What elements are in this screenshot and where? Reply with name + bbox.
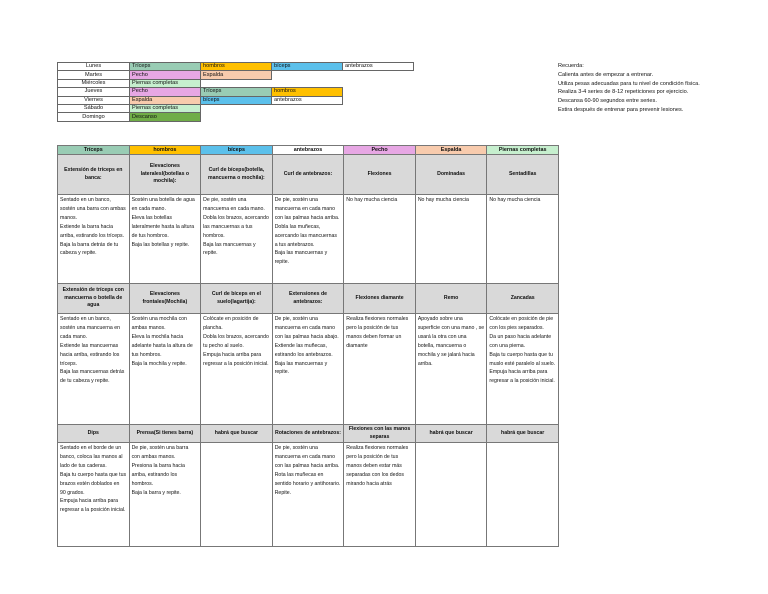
schedule-empty-cell: [272, 71, 343, 79]
schedule-day: Viernes: [58, 96, 130, 104]
exercise-name: Elevaciones frontales(Mochila): [129, 284, 201, 314]
schedule-empty-cell: [272, 113, 343, 121]
exercise-description: [487, 443, 559, 547]
description-line: Repite.: [274, 489, 292, 496]
muscle-group-header: Espalda: [415, 146, 487, 155]
description-line: Baja tu cuerpo hasta que tu muslo esté paralelo al suelo.: [489, 351, 556, 367]
schedule-row: [58, 88, 414, 96]
exercise-description-row: [58, 314, 559, 425]
notes-line: Descansa 60-90 segundos entre series.: [558, 98, 657, 105]
description-line: Extiende las muñecas, estirando los antebrazos.: [274, 342, 333, 358]
exercise-name: Extensión de tríceps con mancuerna o botella de agua: [58, 284, 130, 314]
schedule-row: [58, 71, 414, 79]
schedule-muscle-cell: antebrazos: [343, 63, 414, 71]
schedule-muscle-cell: Piernas completas: [130, 79, 201, 87]
muscle-group-header: antebrazos: [272, 146, 344, 155]
description-line: Rota las muñecas en sentido horario y antihorario.: [274, 471, 341, 487]
exercise-name: Extensiones de antebrazos:: [272, 284, 344, 314]
exercise-name: habrá que buscar: [487, 425, 559, 443]
schedule-empty-cell: [272, 79, 343, 87]
schedule-row: [58, 113, 414, 121]
schedule-muscle-cell: Espalda: [201, 71, 272, 79]
exercise-description: [487, 314, 559, 425]
exercise-description: [201, 195, 273, 284]
exercise-name: Rotaciones de antebrazos:: [272, 425, 344, 443]
description-line: De pie, sostén una mancuerna en cada mano con las palmas hacia arriba.: [274, 445, 340, 469]
description-line: Sentado en el borde de un banco, coloca las manos al lado de tus caderas.: [60, 445, 123, 469]
description-line: De pie, sostén una mancuerna en cada mano.: [203, 197, 265, 212]
notes-line: Estira después de entrenar para prevenir lesiones.: [558, 106, 684, 113]
description-line: Baja las mancuernas y repite.: [203, 241, 256, 257]
exercise-description: [344, 314, 416, 425]
exercise-description: [58, 314, 130, 425]
description-line: Sostén una botella de agua en cada mano.: [131, 197, 195, 212]
schedule-empty-cell: [343, 96, 414, 104]
schedule-muscle-cell: hombros: [272, 88, 343, 96]
exercise-description-row: [58, 443, 559, 547]
description-line: Empuja hacia arriba para regresar a la posición inicial.: [489, 369, 555, 385]
description-line: Baja la mochila y repite.: [131, 360, 187, 367]
schedule-empty-cell: [201, 113, 272, 121]
description-line: Baja la barra detrás de tu cabeza y repite.: [60, 241, 119, 257]
muscle-group-header: Tríceps: [58, 146, 130, 155]
description-line: Apoyado sobre una superficie con una mano , se usará la otra con una botella, mancuerna o mochila y se jalará hacia arriba.: [417, 316, 485, 367]
description-line: Empuja hacia arriba para regresar a la posición inicial.: [60, 498, 126, 514]
notes-line: Utiliza pesas adecuadas para tu nivel de condición física.: [558, 80, 700, 87]
exercise-name: Zancadas: [487, 284, 559, 314]
exercises-table: [57, 145, 559, 547]
exercise-name: Flexiones con las manos separas: [344, 425, 416, 443]
schedule-day: Miércoles: [58, 79, 130, 87]
schedule-muscle-cell: Espalda: [130, 96, 201, 104]
weekly-schedule-table: [57, 62, 414, 122]
exercise-description: [344, 195, 416, 284]
exercise-description: [415, 314, 487, 425]
schedule-empty-cell: [343, 88, 414, 96]
description-line: No hay mucha ciencia: [346, 197, 398, 203]
exercise-name: Elevaciones lateralesl(botellas o mochila):: [129, 155, 201, 195]
description-line: Da un paso hacia adelante con una pierna.: [489, 333, 552, 349]
muscle-group-header: hombros: [129, 146, 201, 155]
description-line: Baja las mancuernas detrás de tu cabeza y repite.: [60, 369, 125, 385]
description-line: Baja las mancuernas y repite.: [274, 360, 328, 376]
schedule-muscle-cell: bíceps: [201, 96, 272, 104]
schedule-row: [58, 96, 414, 104]
exercise-description-row: [58, 195, 559, 284]
description-line: No hay mucha ciencia: [417, 197, 469, 203]
description-line: Sentado en un banco, sostén una mancuerna en cada mano.: [60, 316, 120, 340]
exercise-name-row: [58, 155, 559, 195]
description-line: No hay mucha ciencia: [489, 197, 541, 203]
exercise-description: [201, 314, 273, 425]
description-line: De pie, sostén una mancuerna en cada mano con las palmas hacia arriba.: [274, 197, 340, 221]
notes-line: Realiza 3-4 series de 8-12 repeticiones por ejercicio.: [558, 89, 689, 96]
exercise-name: Flexiones: [344, 155, 416, 195]
schedule-empty-cell: [201, 79, 272, 87]
schedule-day: Lunes: [58, 63, 130, 71]
schedule-empty-cell: [343, 104, 414, 112]
exercise-description: [129, 195, 201, 284]
description-line: Baja las botellas y repite.: [131, 241, 190, 248]
description-line: De pie, sostén una mancuerna en cada mano con las palmas hacia abajo.: [274, 316, 339, 340]
exercise-header-row: [58, 146, 559, 155]
schedule-empty-cell: [343, 71, 414, 79]
description-line: Extiende la barra hacia arriba, estirando los tríceps.: [60, 223, 125, 239]
exercise-description: [344, 443, 416, 547]
exercise-name: Sentadillas: [487, 155, 559, 195]
description-line: Dobla los brazos, acercando tu pecho al suelo.: [203, 333, 269, 349]
schedule-empty-cell: [343, 79, 414, 87]
exercise-description: [272, 314, 344, 425]
exercise-description: [129, 314, 201, 425]
exercise-name: Extensión de tríceps en banca:: [58, 155, 130, 195]
muscle-group-header: Pecho: [344, 146, 416, 155]
schedule-day: Domingo: [58, 113, 130, 121]
description-line: Presiona la barra hacia arriba, estirando los hombros.: [131, 462, 185, 487]
exercise-name: Curl de bíceps en el suelo(lagartija):: [201, 284, 273, 314]
description-line: Empuja hacia arriba para regresar a la posición inicial.: [203, 351, 269, 367]
description-line: Dobla las muñecas, acercando las mancuernas a tus antebrazos.: [274, 223, 337, 248]
schedule-day: Martes: [58, 71, 130, 79]
exercise-name: Curl de bíceps(botella, mancuerna o mochila):: [201, 155, 273, 195]
description-line: Sentado en un banco, sostén una barra con ambas manos.: [60, 197, 126, 221]
exercise-description: [58, 443, 130, 547]
description-line: Extiende las mancuernas hacia arriba, estirando los tríceps.: [60, 342, 120, 367]
schedule-muscle-cell: Tríceps: [201, 88, 272, 96]
exercise-name: habrá que buscar: [415, 425, 487, 443]
exercise-description: [201, 443, 273, 547]
exercise-name: Flexiones diamante: [344, 284, 416, 314]
exercise-description: [272, 443, 344, 547]
schedule-row: [58, 79, 414, 87]
recommendations-notes: [558, 62, 700, 115]
description-line: Realiza flexiones normales pero la posición de tus manos deben formar un diamante: [346, 316, 409, 349]
exercise-description: [415, 443, 487, 547]
schedule-muscle-cell: hombros: [201, 63, 272, 71]
muscle-group-header: Piernas completas: [487, 146, 559, 155]
description-line: Baja la barra y repite.: [131, 489, 181, 496]
notes-line: Recuerda:: [558, 63, 584, 69]
exercise-name: Prensa(Si tienes barra): [129, 425, 201, 443]
exercise-name: Dominadas: [415, 155, 487, 195]
schedule-muscle-cell: Descanso: [130, 113, 201, 121]
notes-line: Calienta antes de empezar a entrenar.: [558, 71, 654, 78]
description-line: De pie, sostén una barra con ambas manos.: [131, 445, 189, 460]
exercise-description: [58, 195, 130, 284]
exercise-description: [487, 195, 559, 284]
schedule-muscle-cell: Pecho: [130, 71, 201, 79]
exercise-name: habrá que buscar: [201, 425, 273, 443]
description-line: Realiza flexiones normales pero la posición de tus manos deben estar más separadas con los dedos mirando hacia atrás: [346, 445, 409, 487]
exercise-name-row: [58, 284, 559, 314]
exercise-name: Dips: [58, 425, 130, 443]
schedule-empty-cell: [272, 104, 343, 112]
schedule-empty-cell: [343, 113, 414, 121]
description-line: Dobla los brazos, acercando las mancuernas a tus hombros.: [203, 214, 269, 239]
exercise-name: Curl de antebrazos:: [272, 155, 344, 195]
exercise-description: [272, 195, 344, 284]
schedule-muscle-cell: antebrazos: [272, 96, 343, 104]
exercise-name: Remo: [415, 284, 487, 314]
exercise-description: [129, 443, 201, 547]
schedule-muscle-cell: Pecho: [130, 88, 201, 96]
muscle-group-header: bíceps: [201, 146, 273, 155]
schedule-empty-cell: [201, 104, 272, 112]
schedule-day: Jueves: [58, 88, 130, 96]
description-line: Colócate en posición de plancha.: [203, 316, 259, 331]
description-line: Colócate en posición de pie con los pies separados.: [489, 316, 554, 331]
schedule-muscle-cell: bíceps: [272, 63, 343, 71]
schedule-row: [58, 63, 414, 71]
schedule-muscle-cell: Piernas completas: [130, 104, 201, 112]
exercise-name-row: [58, 425, 559, 443]
schedule-row: [58, 104, 414, 112]
description-line: Baja las mancuernas y repite.: [274, 250, 328, 266]
description-line: Eleva las botellas lateralmente hasta la altura de tus hombros.: [131, 214, 195, 239]
schedule-day: Sábado: [58, 104, 130, 112]
description-line: Eleva la mochila hacia adelante hasta la altura de tus hombros.: [131, 333, 193, 358]
description-line: Baja tu cuerpo hasta que tus brazos estén doblados en 90 grados.: [60, 471, 127, 496]
exercise-description: [415, 195, 487, 284]
description-line: Sostén una mochila con ambas manos.: [131, 316, 187, 331]
schedule-muscle-cell: Tríceps: [130, 63, 201, 71]
